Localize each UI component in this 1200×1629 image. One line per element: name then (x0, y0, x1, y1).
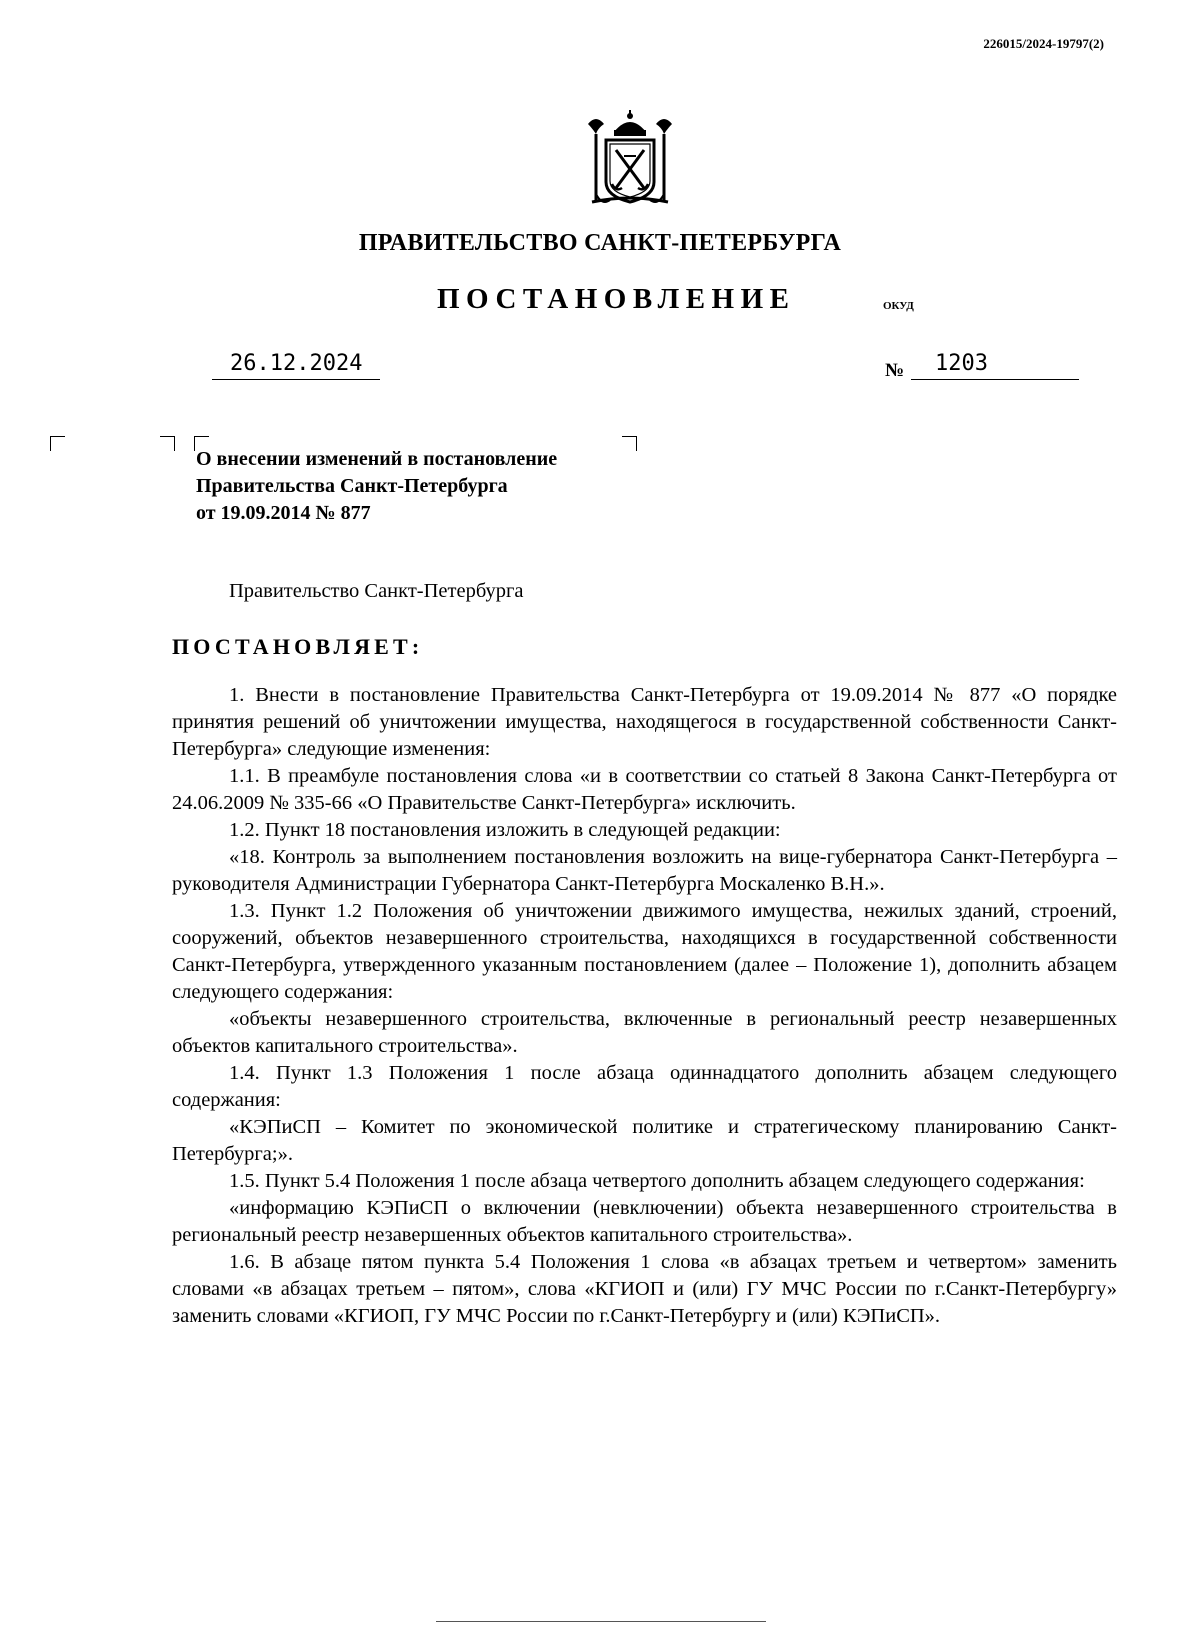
corner-mark (622, 436, 637, 451)
document-number: 1203 (911, 349, 1079, 380)
paragraph: «объекты незавершенного строительства, включенные в региональный реестр незавершенных объектов капитального строительства». (172, 1008, 1117, 1057)
paragraph: 1. Внести в постановление Правительства Санкт-Петербурга от 19.09.2014 № 877 «О порядке принятия решений об уничтожении имущества, находящегося в государственной собственности Санкт-Петербурга» следующие изменения: (172, 684, 1117, 760)
paragraph: 1.4. Пункт 1.3 Положения 1 после абзаца одиннадцатого дополнить абзацем следующего содержания: (172, 1062, 1117, 1111)
coat-of-arms-emblem (584, 110, 676, 210)
subject-line: Правительства Санкт-Петербурга (196, 475, 508, 497)
document-type-title: ПОСТАНОВЛЕНИЕ (437, 283, 796, 315)
paragraph: 1.3. Пункт 1.2 Положения об уничтожении движимого имущества, нежилых зданий, строений, сооружений, объектов незавершенного строительства, находящихся в государственной собственности Санкт-Петербурга, утвержденного указанным постановлением (далее – Положение 1), дополнить абзацем следующего содержания: (172, 900, 1117, 1003)
preamble: Правительство Санкт-Петербурга (229, 580, 524, 602)
corner-mark (160, 436, 175, 451)
document-subject (196, 446, 557, 527)
organization-title: ПРАВИТЕЛЬСТВО САНКТ-ПЕТЕРБУРГА (358, 230, 842, 256)
paragraph: «18. Контроль за выполнением постановления возложить на вице-губернатора Санкт-Петербурга – руководителя Администрации Губернатора Санкт-Петербурга Москаленко В.Н.». (172, 846, 1117, 895)
subject-line: от 19.09.2014 № 877 (196, 502, 371, 524)
page-bottom-rule (436, 1621, 766, 1622)
number-sign: № (885, 360, 905, 381)
decree-word: ПОСТАНОВЛЯЕТ: (172, 634, 424, 659)
decree-body (172, 682, 1117, 1330)
paragraph: 1.2. Пункт 18 постановления изложить в следующей редакции: (229, 819, 781, 841)
registration-number: 226015/2024-19797(2) (983, 36, 1104, 51)
corner-mark (50, 436, 65, 451)
paragraph: 1.6. В абзаце пятом пункта 5.4 Положения 1 слова «в абзацах третьем и четвертом» заменить словами «в абзацах третьем – пятом», слова «КГИОП и (или) ГУ МЧС России по г.Санкт-Петербургу» заменить словами «КГИОП, ГУ МЧС России по г.Санкт-Петербургу и (или) КЭПиСП». (172, 1251, 1117, 1327)
subject-line: О внесении изменений в постановление (196, 448, 558, 470)
paragraph: 1.5. Пункт 5.4 Положения 1 после абзаца четвертого дополнить абзацем следующего содержания: (229, 1170, 1085, 1192)
paragraph: «информацию КЭПиСП о включении (невключении) объекта незавершенного строительства в региональный реестр незавершенных объектов капитального строительства». (172, 1197, 1117, 1246)
okud-label: ОКУД (883, 300, 914, 312)
document-date: 26.12.2024 (212, 349, 380, 380)
paragraph: «КЭПиСП – Комитет по экономической политике и стратегическому планированию Санкт-Петербурга;». (172, 1116, 1117, 1165)
paragraph: 1.1. В преамбуле постановления слова «и в соответствии со статьей 8 Закона Санкт-Петербурга от 24.06.2009 № 335-66 «О Правительстве Санкт-Петербурга» исключить. (172, 765, 1117, 814)
